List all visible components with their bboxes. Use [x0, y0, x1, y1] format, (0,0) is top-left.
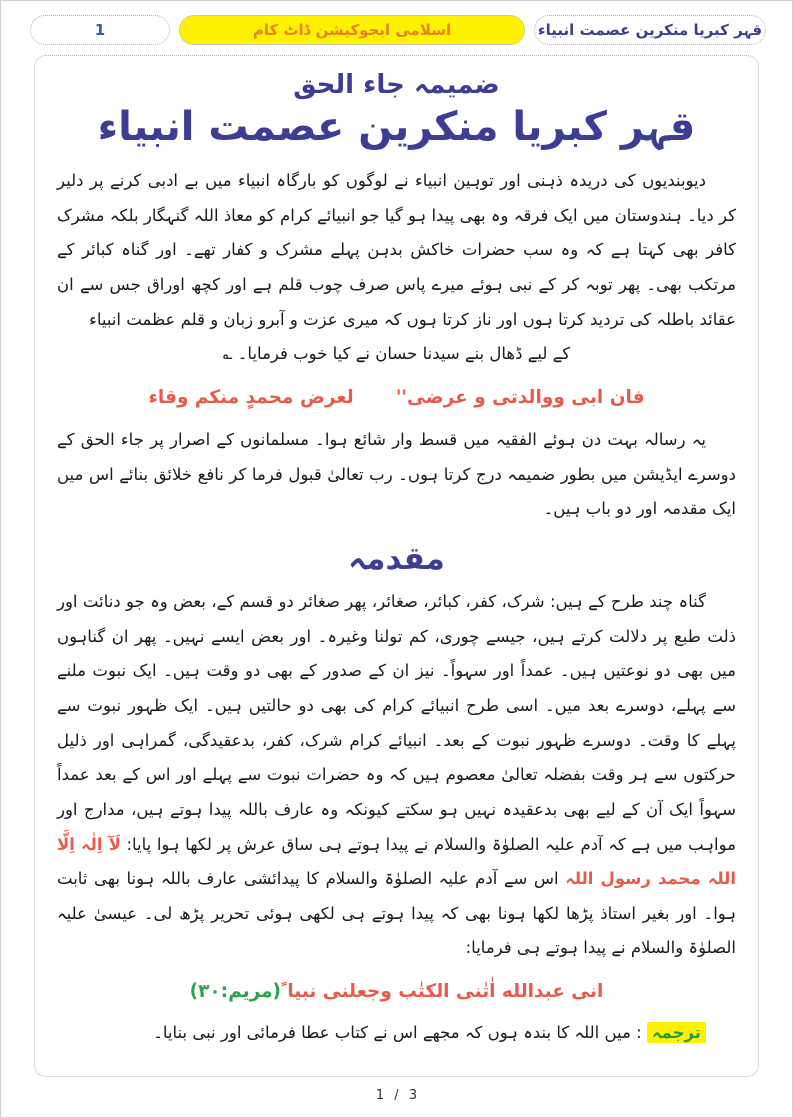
couplet-first-hemistich: فان ابی ووالدتی و عرضی'': [395, 386, 645, 408]
quran-verse-line: [57, 974, 736, 1009]
header-site-pill: [179, 15, 525, 45]
header-running-title: قہر کبریا منکرین عصمت انبیاء: [537, 21, 763, 39]
content-frame: [34, 55, 759, 1077]
kalima-inline-quote: لَآ اِلٰہ اِلَّا اللہ محمد رسول اللہ: [57, 834, 736, 889]
intro-paragraph-tail: کے لیے ڈھال بنے سیدنا حسان نے کیا خوب فرمایا۔ ؎: [222, 344, 571, 364]
section-heading-muqaddimah: مقدمہ: [348, 541, 445, 578]
quran-verse-arabic: انی عبدالله اٰتٰنی الکتٰب وجعلنی نبیاﹰ: [281, 981, 604, 1003]
document-kicker: ضمیمہ جاء الحق: [293, 70, 500, 100]
translation-text: میں اللہ کا بندہ ہوں کہ مجھے اس نے کتاب عطا فرمائی اور نبی بنایا۔: [153, 1023, 631, 1043]
muqaddimah-text-after-kalima: اس سے آدم علیہ الصلوٰۃ والسلام کا پیدائشی عارف باللہ ہونا بھی ثابت ہوا۔ اور بغیر استاذ پڑھا لکھا ہونا بھی کہ پیدا ہوتے ہی لکھی ہوئی تحریر پڑھ لی۔ عیسیٰ علیہ الصلوٰۃ والسلام نے پیدا ہوتے ہی فرمایا:: [57, 869, 736, 958]
muqaddimah-paragraph: [57, 585, 736, 966]
arabic-couplet: [57, 381, 736, 414]
translation-separator: :: [630, 1023, 647, 1043]
couplet-second-hemistich: لعرض محمدٍ منکم وقاء: [148, 386, 354, 408]
after-verse-paragraph: یہ رسالہ بہت دن ہوئے الفقیہ میں قسط وار شائع ہوا۔ مسلمانوں کے اصرار پر جاء الحق کے دوسرے ایڈیشن میں بطور ضمیمہ درج کرتا ہوں۔ رب تعالیٰ قبول فرما کر نافع خلائق بنائے اس میں ایک مقدمہ اور دو باب ہیں۔: [57, 430, 736, 519]
translation-line: [57, 1015, 736, 1051]
header-page-number-pill: [30, 15, 170, 45]
document-title: قہر کبریا منکرین عصمت انبیاء: [97, 104, 696, 150]
header-page-number: 1: [94, 21, 106, 39]
intro-paragraph: دیوبندیوں کی دریدہ ذہنی اور توہین انبیاء نے لوگوں کو بارگاہ انبیاء میں بے ادبی کرنے پر دلیر کر دیا۔ ہندوستان میں ایک فرقہ وہ بھی پیدا ہو گیا جو انبیائے کرام کو معاذ اللہ گنہگار بلکہ مشرک کافر بھی کہتا ہے کہ وہ سب حضرات خاکش بدہن پہلے مشرک و کفار تھے۔ اور گناہ کبائر کے مرتکب بھی۔ پھر توبہ کر کے نبی ہوئے میرے پاس صرف چوب قلم ہے اور کچھ اوراق جس سے ان عقائد باطلہ کی تردید کرتا ہوں اور ناز کرتا ہوں کہ میری عزت و آبرو زبان و قلم عظمت انبیاء: [57, 171, 736, 329]
translation-label: ترجمہ: [647, 1022, 706, 1043]
footer-page-indicator: 1 / 3: [375, 1088, 418, 1103]
header-site-name: اسلامی ایجوکیشن ڈاٹ کام: [252, 21, 452, 39]
muqaddimah-text-before-kalima: گناہ چند طرح کے ہیں: شرک، کفر، کبائر، صغائر، پھر صغائر دو قسم کے، بعض وہ جو دنائت اور ذلت طبع پر دلالت کرتے ہیں، جیسے چوری، کم تولنا وغیرہ۔ اور بعض ایسے نہیں۔ پھر ان گناہوں میں بھی دو نوعتیں ہیں۔ عمداً اور سہواً۔ نیز ان کے صدور کے بھی دو وقت ہیں۔ ایک نبوت ملنے سے پہلے، دوسرے بعد میں۔ اسی طرح انبیائے کرام کی بھی دو حالتیں ہیں۔ ایک ظہور نبوت سے پہلے کا وقت۔ دوسرے ظہور نبوت کے بعد۔ انبیائے کرام شرک، کفر، بدعقیدگی، گمراہی اور ذلیل حرکتوں سے ہر وقت بفضلہ تعالیٰ معصوم ہیں کہ وہ حضرات نبوت سے پہلے اور اس کے بعد عمداً سہواً ایک آن کے لیے بھی بدعقیدہ نہیں ہو سکتے کیونکہ وہ عارف باللہ پیدا ہوتے ہیں، مدارج اور مواہب میں ہے کہ آدم علیہ الصلوٰۃ والسلام نے پیدا ہوتے ہی ساق عرش پر لکھا ہوا پایا:: [57, 592, 736, 854]
running-header: [27, 15, 766, 45]
header-running-title-pill: [534, 15, 766, 45]
quran-verse-reference: (مریم:۳۰): [189, 981, 282, 1003]
